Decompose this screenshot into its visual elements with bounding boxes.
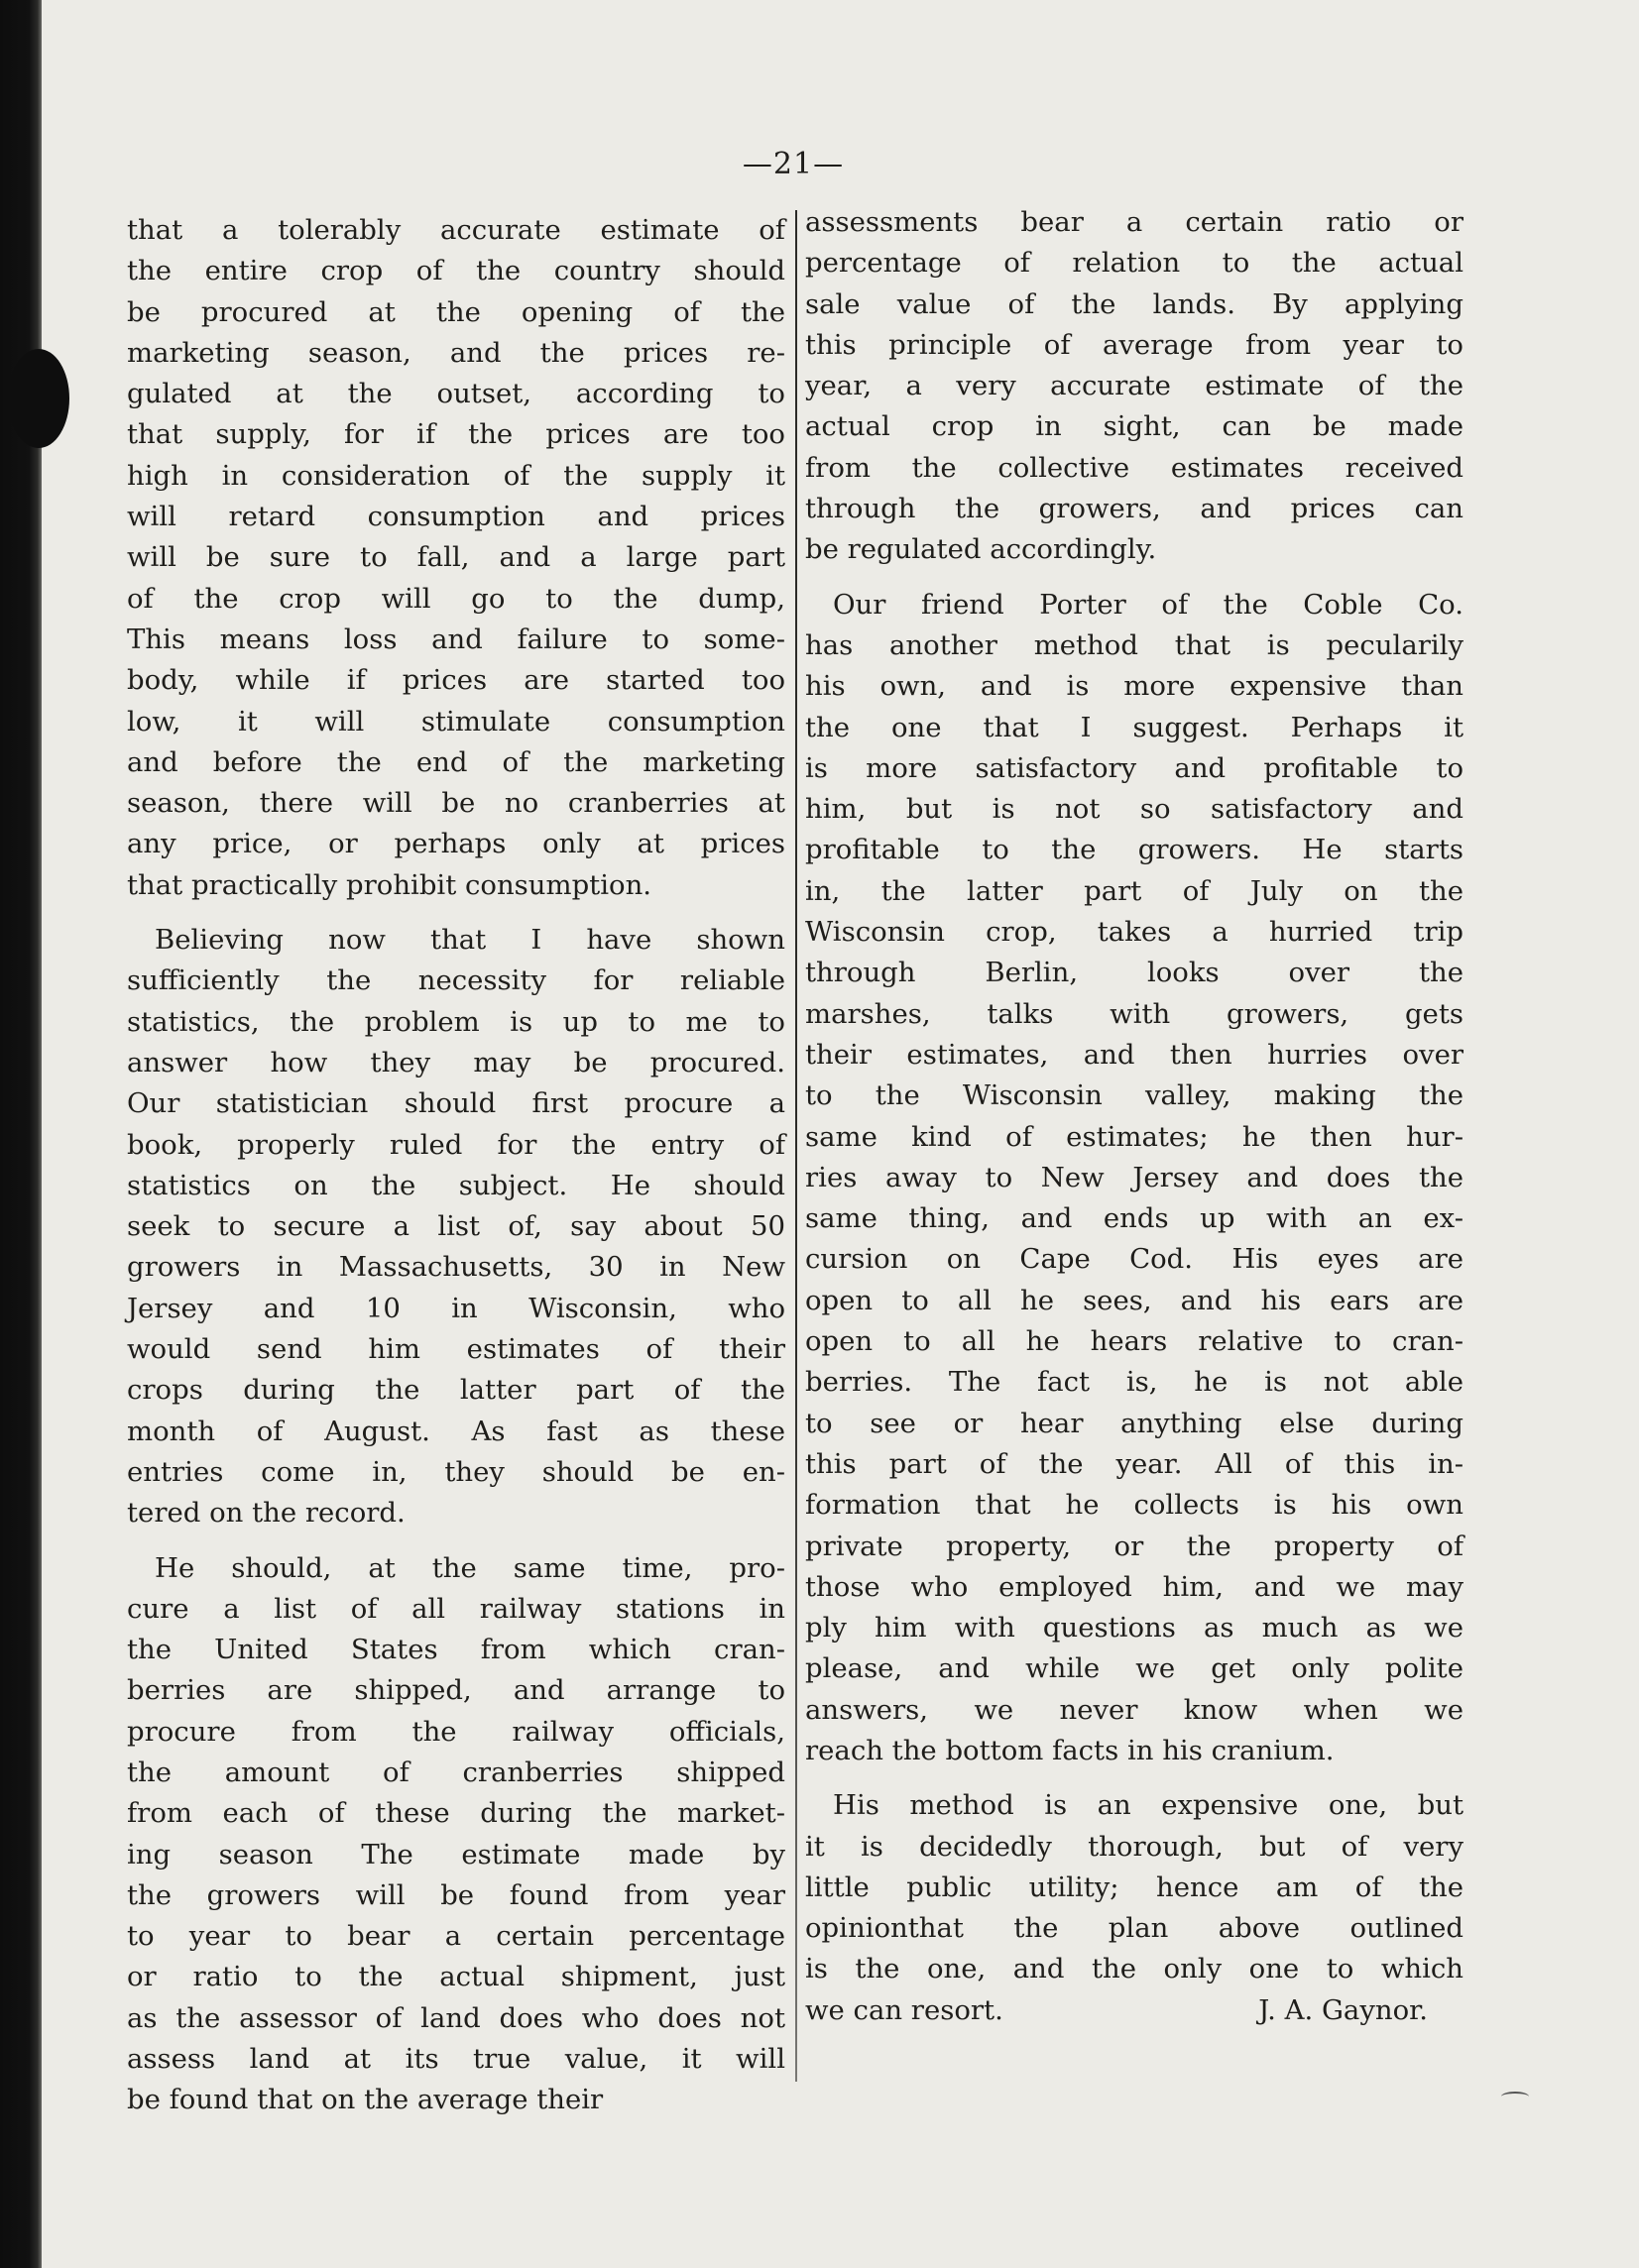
text-line: open to all he hears relative to cran- bbox=[805, 1325, 1463, 1358]
text-line: statistics, the problem is up to me to bbox=[127, 1005, 785, 1038]
text-line: month of August. As fast as these bbox=[127, 1415, 785, 1447]
text-line: His method is an expensive one, but bbox=[833, 1789, 1463, 1822]
text-line: to see or hear anything else during bbox=[805, 1407, 1463, 1439]
text-line: procure from the railway officials, bbox=[127, 1715, 785, 1748]
text-line: any price, or perhaps only at prices bbox=[127, 828, 785, 860]
text-line: the entire crop of the country should bbox=[127, 255, 785, 287]
text-line: his own, and is more expensive than bbox=[805, 670, 1463, 703]
text-line: cursion on Cape Cod. His eyes are bbox=[805, 1243, 1463, 1276]
text-line: the growers will be found from year bbox=[127, 1878, 785, 1911]
text-line: cure a list of all railway stations in bbox=[127, 1592, 785, 1625]
page-corner-mark bbox=[1501, 2092, 1529, 2101]
text-line: ries away to New Jersey and does the bbox=[805, 1161, 1463, 1193]
page-number: —21— bbox=[742, 147, 845, 181]
text-line: in, the latter part of July on the bbox=[805, 874, 1463, 907]
paragraph-gap bbox=[805, 1771, 1463, 1785]
paragraph bbox=[805, 1785, 1463, 2031]
text-line: Believing now that I have shown bbox=[155, 924, 785, 957]
text-line: assessments bear a certain ratio or bbox=[805, 206, 1463, 238]
text-line: or ratio to the actual shipment, just bbox=[127, 1961, 785, 1993]
text-line: from the collective estimates received bbox=[805, 451, 1463, 484]
book-binding-edge bbox=[0, 0, 42, 2268]
text-line: the United States from which cran- bbox=[127, 1634, 785, 1666]
text-line: percentage of relation to the actual bbox=[805, 247, 1463, 280]
text-line: the amount of cranberries shipped bbox=[127, 1756, 785, 1788]
text-line: body, while if prices are started too bbox=[127, 664, 785, 697]
text-line bbox=[805, 1990, 1463, 2031]
paragraph bbox=[127, 920, 785, 1533]
left-column bbox=[127, 210, 785, 2121]
text-line: be found that on the average their bbox=[127, 2084, 604, 2116]
column-divider bbox=[795, 210, 797, 2082]
text-line: entries come in, they should be en- bbox=[127, 1455, 785, 1488]
text-line: growers in Massachusetts, 30 in New bbox=[127, 1251, 785, 1284]
text-line: Jersey and 10 in Wisconsin, who bbox=[127, 1292, 785, 1324]
text-line: little public utility; hence am of the bbox=[805, 1871, 1463, 1903]
text-line: has another method that is pecularily bbox=[805, 628, 1463, 661]
text-line: crops during the latter part of the bbox=[127, 1374, 785, 1407]
text-line: is the one, and the only one to which bbox=[805, 1953, 1463, 1985]
text-line: same kind of estimates; he then hur- bbox=[805, 1120, 1463, 1153]
text-line: be regulated accordingly. bbox=[805, 533, 1157, 566]
paragraph bbox=[127, 1548, 785, 2121]
paragraph bbox=[127, 210, 785, 906]
text-line: answer how they may be procured. bbox=[127, 1046, 785, 1078]
text-line: low, it will stimulate consumption bbox=[127, 705, 785, 737]
paragraph-gap bbox=[127, 1534, 785, 1548]
text-line: will retard consumption and prices bbox=[127, 501, 785, 533]
text-line: this part of the year. All of this in- bbox=[805, 1447, 1463, 1480]
text-line: opinionthat the plan above outlined bbox=[805, 1912, 1463, 1945]
text-line: reach the bottom facts in his cranium. bbox=[805, 1734, 1335, 1766]
text-line: this principle of average from year to bbox=[805, 328, 1463, 361]
text-line: those who employed him, and we may bbox=[805, 1570, 1463, 1603]
text-line: year, a very accurate estimate of the bbox=[805, 370, 1463, 402]
paragraph bbox=[805, 585, 1463, 1772]
text-line: will be sure to fall, and a large part bbox=[127, 541, 785, 574]
text-line: same thing, and ends up with an ex- bbox=[805, 1202, 1463, 1235]
signature: J. A. Gaynor. bbox=[1258, 1993, 1428, 2026]
closing-text: we can resort. bbox=[805, 1993, 1003, 2026]
text-line: book, properly ruled for the entry of bbox=[127, 1128, 785, 1161]
text-line: ply him with questions as much as we bbox=[805, 1612, 1463, 1644]
text-line: would send him estimates of their bbox=[127, 1333, 785, 1366]
text-line: is more satisfactory and profitable to bbox=[805, 751, 1463, 784]
text-line: actual crop in sight, can be made bbox=[805, 410, 1463, 443]
text-line: be procured at the opening of the bbox=[127, 295, 785, 328]
paragraph bbox=[805, 202, 1463, 571]
text-line: that supply, for if the prices are too bbox=[127, 418, 785, 451]
text-line: tered on the record. bbox=[127, 1497, 406, 1530]
text-line: to year to bear a certain percentage bbox=[127, 1920, 785, 1953]
text-line: berries are shipped, and arrange to bbox=[127, 1674, 785, 1707]
text-line: gulated at the outset, according to bbox=[127, 378, 785, 410]
text-line: their estimates, and then hurries over bbox=[805, 1038, 1463, 1071]
text-line: Our statistician should first procure a bbox=[127, 1087, 785, 1120]
paragraph-gap bbox=[127, 906, 785, 920]
binding-hole bbox=[8, 349, 69, 448]
text-line: assess land at its true value, it will bbox=[127, 2043, 785, 2076]
text-line: high in consideration of the supply it bbox=[127, 459, 785, 492]
text-line: please, and while we get only polite bbox=[805, 1652, 1463, 1685]
text-line: marketing season, and the prices re- bbox=[127, 336, 785, 369]
text-line: This means loss and failure to some- bbox=[127, 623, 785, 655]
text-line: that practically prohibit consumption. bbox=[127, 868, 652, 901]
text-line: private property, or the property of bbox=[805, 1530, 1463, 1562]
text-line: seek to secure a list of, say about 50 bbox=[127, 1210, 785, 1243]
text-line: of the crop will go to the dump, bbox=[127, 582, 785, 615]
text-line: the one that I suggest. Perhaps it bbox=[805, 711, 1463, 743]
text-line: through Berlin, looks over the bbox=[805, 957, 1463, 989]
right-column bbox=[805, 202, 1463, 2031]
text-line: sale value of the lands. By applying bbox=[805, 287, 1463, 320]
text-line: He should, at the same time, pro- bbox=[155, 1551, 785, 1584]
text-line: profitable to the growers. He starts bbox=[805, 834, 1463, 866]
text-line: him, but is not so satisfactory and bbox=[805, 793, 1463, 826]
text-line: as the assessor of land does who does not bbox=[127, 2001, 785, 2034]
text-line: formation that he collects is his own bbox=[805, 1489, 1463, 1522]
text-line: to the Wisconsin valley, making the bbox=[805, 1079, 1463, 1112]
text-line: it is decidedly thorough, but of very bbox=[805, 1830, 1463, 1863]
text-line: ing season The estimate made by bbox=[127, 1838, 785, 1871]
text-line: Our friend Porter of the Coble Co. bbox=[833, 588, 1463, 621]
text-line: marshes, talks with growers, gets bbox=[805, 997, 1463, 1030]
text-line: sufficiently the necessity for reliable bbox=[127, 964, 785, 997]
text-line: through the growers, and prices can bbox=[805, 493, 1463, 525]
text-line: and before the end of the marketing bbox=[127, 745, 785, 778]
text-line: berries. The fact is, he is not able bbox=[805, 1366, 1463, 1399]
text-line: Wisconsin crop, takes a hurried trip bbox=[805, 916, 1463, 949]
text-line: open to all he sees, and his ears are bbox=[805, 1284, 1463, 1316]
text-line: answers, we never know when we bbox=[805, 1693, 1463, 1726]
text-line: statistics on the subject. He should bbox=[127, 1169, 785, 1201]
text-line: season, there will be no cranberries at bbox=[127, 787, 785, 820]
text-line: from each of these during the market- bbox=[127, 1797, 785, 1830]
paragraph-gap bbox=[805, 571, 1463, 585]
text-line: that a tolerably accurate estimate of bbox=[127, 214, 785, 246]
